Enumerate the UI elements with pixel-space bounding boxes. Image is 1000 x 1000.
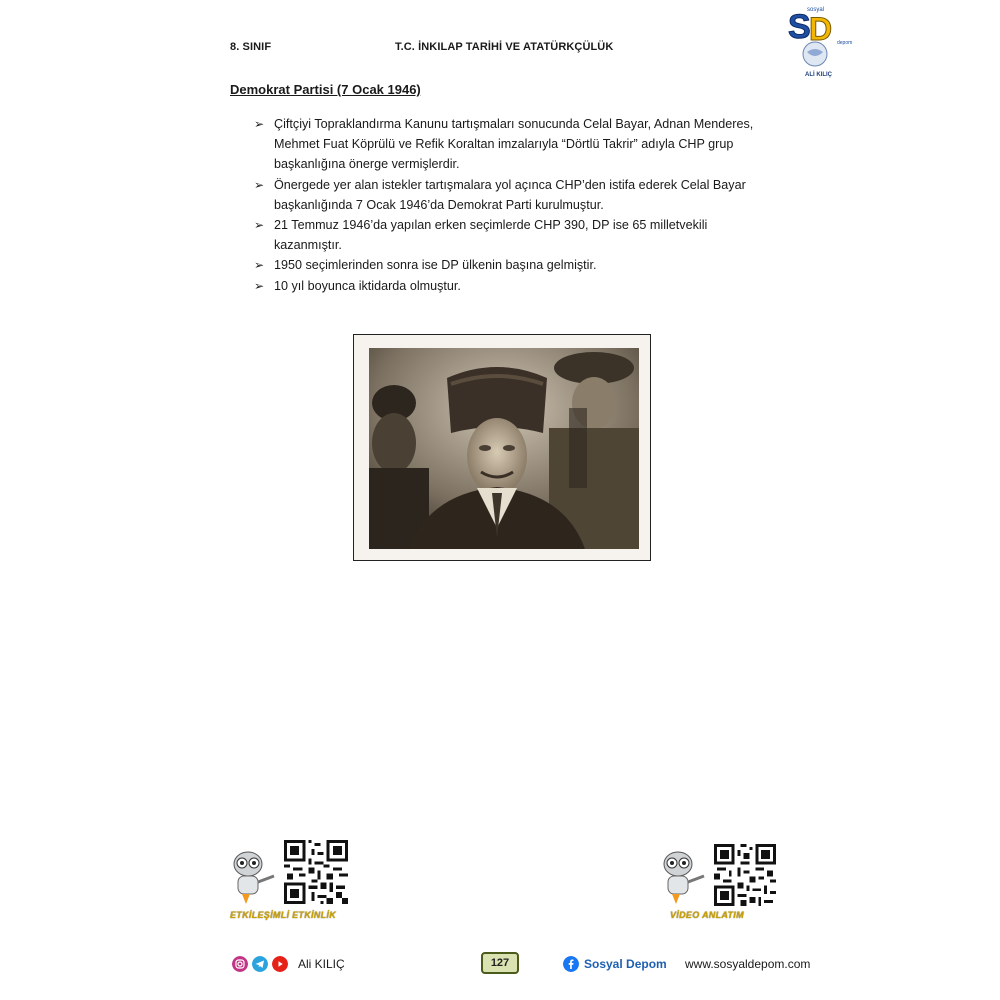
list-item — [254, 255, 794, 275]
svg-text:ALİ KILIÇ: ALİ KILIÇ — [805, 72, 832, 78]
grade-label: 8. SINIF — [230, 41, 272, 53]
subject-title: T.C. İNKILAP TARİHİ VE ATATÜRKÇÜLÜK — [395, 41, 614, 53]
svg-text:depom: depom — [837, 40, 853, 46]
svg-text:sosyal: sosyal — [807, 7, 825, 13]
list-item — [254, 114, 794, 175]
youtube-icon[interactable] — [272, 956, 288, 972]
svg-text:S: S — [788, 8, 811, 46]
bullet-line: 1950 seçimlerinden sonra ise DP ülkenin başına gelmiştir. — [274, 258, 597, 273]
arrow-bullet-icon: ➢ — [254, 278, 265, 293]
bullet-line: başkanlığına önerge vermişlerdir. — [274, 157, 460, 172]
bullet-line: kazanmıştır. — [274, 238, 342, 253]
arrow-bullet-icon: ➢ — [254, 177, 265, 192]
bullet-line: başkanlığında 7 Ocak 1946’da Demokrat Parti kurulmuştur. — [274, 197, 604, 212]
instagram-icon[interactable] — [232, 956, 248, 972]
bullet-line: Mehmet Fuat Köprülü ve Refik Koraltan imzalarıyla “Dörtlü Takrir” adıyla CHP grup — [274, 137, 734, 152]
qr-caption-video: VİDEO ANLATIM — [670, 910, 744, 920]
sosyal-depom-logo — [785, 2, 855, 80]
list-item — [254, 215, 794, 255]
qr-block-interactive[interactable] — [228, 840, 378, 930]
bullet-line: 10 yıl boyunca iktidarda olmuştur. — [274, 278, 461, 293]
historical-photo — [353, 334, 651, 561]
arrow-bullet-icon: ➢ — [254, 218, 265, 233]
robot-mascot-icon — [658, 850, 710, 906]
bullet-line: Çiftçiyi Topraklandırma Kanunu tartışmaları sonucunda Celal Bayar, Adnan Menderes, — [274, 117, 754, 131]
svg-text:D: D — [809, 11, 833, 47]
qr-caption-interactive: ETKİLEŞİMLİ ETKİNLİK — [230, 910, 336, 920]
qr-block-video[interactable] — [658, 844, 808, 934]
list-item — [254, 276, 794, 296]
page-number: 127 — [481, 952, 519, 974]
list-item — [254, 175, 794, 215]
facebook-label: Sosyal Depom — [584, 957, 667, 971]
facebook-icon[interactable] — [563, 956, 579, 972]
telegram-icon[interactable] — [252, 956, 268, 972]
author-name: Ali KILIÇ — [298, 957, 345, 971]
bullet-list — [254, 114, 794, 296]
arrow-bullet-icon: ➢ — [254, 258, 265, 273]
website-link[interactable]: www.sosyaldepom.com — [685, 957, 811, 971]
portrait-photo — [369, 348, 639, 549]
facebook-link[interactable] — [563, 956, 667, 972]
arrow-bullet-icon: ➢ — [254, 117, 265, 131]
bullet-line: 21 Temmuz 1946’da yapılan erken seçimlerde CHP 390, DP ise 65 milletvekili — [274, 218, 708, 233]
bullet-line: Önergede yer alan istekler tartışmalara yol açınca CHP’den istifa ederek Celal Bayar — [274, 177, 746, 192]
social-icons — [232, 956, 345, 972]
qr-code-icon[interactable] — [284, 840, 348, 904]
qr-code-icon[interactable] — [714, 844, 776, 906]
section-title: Demokrat Partisi (7 Ocak 1946) — [230, 82, 421, 97]
robot-mascot-icon — [228, 850, 280, 906]
